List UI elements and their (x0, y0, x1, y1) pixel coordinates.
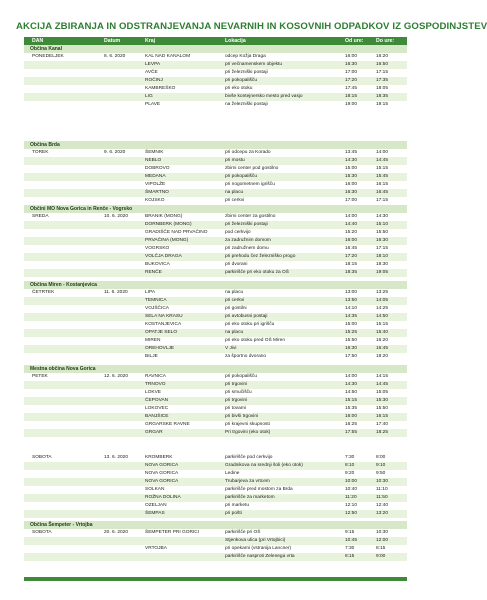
cell-from: 18:15 (345, 94, 358, 99)
cell-location: Trubarjeva za vrtcem (225, 479, 270, 484)
cell-to: 17:15 (376, 246, 389, 251)
header-day: DAN (32, 38, 44, 44)
cell-place: VRTOJBA (145, 546, 167, 551)
table-row (24, 345, 407, 353)
table-row (24, 149, 407, 157)
cell-to: 16:30 (376, 238, 389, 243)
cell-location: za zadružnim domom (225, 238, 271, 243)
cell-place: LEVPA (145, 62, 161, 67)
cell-from: 19:00 (345, 102, 358, 107)
cell-day: SOBOTA (32, 530, 52, 535)
cell-location: pri cerkvi (225, 198, 245, 203)
section-title: Mestna občina Nova Gorica (24, 365, 407, 373)
cell-location: pri večnamenskem objektu (225, 62, 283, 67)
cell-place: VIPOLŽE (145, 182, 166, 187)
table-row (24, 213, 407, 221)
cell-to: 18:10 (376, 254, 389, 259)
table-row (24, 157, 407, 165)
cell-from: 8:10 (345, 463, 355, 468)
cell-to: 19:05 (376, 270, 389, 275)
cell-place: TEMNICA (145, 298, 167, 303)
section-title: Občini MO Nova Gorica in Renče - Vogrsko (24, 205, 407, 213)
cell-place: BILJE (145, 354, 158, 359)
cell-place: ROŽNA DOLINA (145, 495, 181, 500)
cell-place: DOBROVO (145, 166, 170, 171)
cell-location: bivše kontejnersko mesto pred vasjo (225, 94, 303, 99)
table-row (24, 245, 407, 253)
cell-place: NOVA GORICA (145, 479, 179, 484)
cell-to: 16:45 (376, 346, 389, 351)
cell-place: ŠEMPAS (145, 511, 165, 516)
cell-to: 15:30 (376, 398, 389, 403)
cell-from: 16:00 (345, 182, 358, 187)
table-row (24, 373, 407, 381)
cell-to: 16:20 (376, 54, 389, 59)
cell-place: LOKOVEC (145, 406, 169, 411)
cell-to: 9:00 (376, 554, 386, 559)
cell-location: Ledine (225, 471, 240, 476)
cell-day: SREDA (32, 214, 49, 219)
cell-from: 15:35 (345, 406, 358, 411)
cell-to: 14:15 (376, 374, 389, 379)
cell-place: DORNBERK (MONG) (145, 222, 192, 227)
cell-to: 15:05 (376, 390, 389, 395)
cell-from: 9:20 (345, 471, 355, 476)
cell-location: pri pokopališču (225, 78, 257, 83)
cell-from: 15:25 (345, 330, 358, 335)
cell-date: 8. 6. 2020 (104, 54, 126, 59)
cell-place: BUKOVICA (145, 262, 170, 267)
table-row (24, 470, 407, 478)
table-row (24, 221, 407, 229)
cell-to: 14:25 (376, 306, 389, 311)
section-4 (24, 365, 407, 437)
cell-place: RAVNICA (145, 374, 166, 379)
cell-from: 15:50 (345, 338, 358, 343)
section-0 (24, 45, 407, 109)
table-row (24, 269, 407, 277)
cell-from: 13:00 (345, 290, 358, 295)
cell-location: Stjenkova ulica (pri Vrtojbici) (225, 538, 286, 543)
cell-to: 17:40 (376, 422, 389, 427)
cell-location: Gradnikova na srednji šoli (eko otok) (225, 463, 303, 468)
cell-to: 19:15 (376, 102, 389, 107)
cell-date: 11. 6. 2020 (104, 290, 128, 295)
cell-location: na placu (225, 330, 244, 335)
header-date: Datum (104, 38, 121, 44)
cell-location: zbirni center pod gostilno (225, 166, 279, 171)
cell-from: 16:00 (345, 54, 358, 59)
cell-place: SOLKAN (145, 487, 165, 492)
cell-place: RENČE (145, 270, 162, 275)
cell-location: pri smučišču (225, 390, 252, 395)
cell-to: 16:15 (376, 182, 389, 187)
cell-location: pri trgovini (225, 398, 248, 403)
table-row (24, 61, 407, 69)
cell-location: pod cerkvijo (225, 230, 251, 235)
cell-place: VOJŠČICA (145, 306, 169, 311)
cell-location: pri zadružnem domu (225, 246, 269, 251)
cell-to: 15:10 (376, 222, 389, 227)
cell-location: parkirišče pri OŠ (225, 530, 261, 535)
cell-location: parkirišče pred mostom za Brda (225, 487, 293, 492)
cell-to: 15:50 (376, 230, 389, 235)
cell-to: 14:50 (376, 314, 389, 319)
cell-day: ČETRTEK (32, 290, 55, 295)
cell-from: 16:25 (345, 422, 358, 427)
cell-to: 16:20 (376, 338, 389, 343)
cell-to: 18:05 (376, 86, 389, 91)
cell-place: GRGARSKE RAVNE (145, 422, 190, 427)
table-row (24, 413, 407, 421)
cell-date: 20. 6. 2020 (104, 530, 129, 535)
cell-to: 17:15 (376, 198, 389, 203)
table-row (24, 353, 407, 361)
cell-location: parkirišče nasproti Zelenega vrta (225, 554, 295, 559)
cell-place: SELA NA KRASU (145, 314, 183, 319)
cell-location: pri pošti (225, 511, 242, 516)
header-from: Od ure: (345, 38, 364, 44)
cell-place: ŠEMPETER PRI GORICI (145, 530, 200, 535)
cell-from: 17:50 (345, 354, 358, 359)
cell-location: V Jivi (225, 346, 237, 351)
cell-from: 17:20 (345, 78, 358, 83)
cell-to: 8:15 (376, 546, 386, 551)
cell-from: 14:00 (345, 214, 358, 219)
cell-date: 9. 6. 2020 (104, 150, 126, 155)
section-title: Občina Brda (24, 141, 407, 149)
cell-to: 15:40 (376, 330, 389, 335)
cell-from: 18:35 (345, 270, 358, 275)
cell-from: 17:00 (345, 70, 358, 75)
section-6 (24, 521, 407, 561)
cell-from: 7:30 (345, 455, 355, 460)
cell-to: 18:20 (376, 354, 389, 359)
cell-place: TRNOVO (145, 382, 166, 387)
table-row (24, 305, 407, 313)
cell-to: 16:45 (376, 190, 389, 195)
cell-from: 10:45 (345, 538, 358, 543)
cell-from: 12:50 (345, 511, 358, 516)
table-row (24, 553, 407, 561)
cell-place: ŠEMNIK (145, 150, 164, 155)
table-row (24, 229, 407, 237)
cell-from: 15:30 (345, 174, 358, 179)
cell-location: na placu (225, 290, 244, 295)
section-title: Občina Šempeter - Vrtojba (24, 521, 407, 529)
cell-to: 18:35 (376, 94, 389, 99)
cell-place: OZELJAN (145, 503, 167, 508)
cell-to: 11:50 (376, 495, 388, 500)
cell-day: SOBOTA (32, 455, 52, 460)
cell-to: 9:10 (376, 463, 386, 468)
table-row (24, 69, 407, 77)
section-5 (24, 446, 407, 518)
header-place: Kraj (145, 38, 156, 44)
table-row (24, 405, 407, 413)
cell-date: 10. 6. 2020 (104, 214, 129, 219)
cell-date: 12. 6. 2020 (104, 374, 129, 379)
table-row (24, 297, 407, 305)
table-row (24, 165, 407, 173)
cell-to: 15:50 (376, 406, 389, 411)
cell-place: KOSTANJEVICA (145, 322, 182, 327)
cell-to: 14:45 (376, 382, 389, 387)
cell-location: pri gostilni (225, 306, 247, 311)
cell-location: pri krajevni skupnosti (225, 422, 270, 427)
table-row (24, 253, 407, 261)
cell-day: TOREK (32, 150, 49, 155)
cell-from: 14:40 (345, 222, 358, 227)
cell-place: LOKVE (145, 390, 161, 395)
cell-location: pri nogometnem igrišču (225, 182, 275, 187)
section-title: Občina Miren - Kostanjevica (24, 281, 407, 289)
table-row (24, 189, 407, 197)
cell-location: zbirni center za gostilno (225, 214, 276, 219)
cell-location: pri pokopališču (225, 174, 257, 179)
cell-location: pri prehodu čez železniško progo (225, 254, 296, 259)
cell-to: 15:15 (376, 166, 389, 171)
cell-day: PONEDELJEK (32, 54, 64, 59)
cell-to: 11:10 (376, 487, 388, 492)
cell-place: KOJSKO (145, 198, 165, 203)
table-row (24, 101, 407, 109)
cell-from: 18:15 (345, 262, 358, 267)
cell-location: pri eko otoku pri igrišču (225, 322, 275, 327)
cell-from: 16:30 (345, 346, 358, 351)
cell-from: 16:45 (345, 246, 358, 251)
cell-from: 17:45 (345, 86, 358, 91)
cell-location: pri opekarni (vstranija Lancner) (225, 546, 292, 551)
cell-from: 16:30 (345, 62, 358, 67)
section-3 (24, 281, 407, 361)
table-row (24, 93, 407, 101)
table-row (24, 85, 407, 93)
cell-from: 14:50 (345, 390, 358, 395)
table-row (24, 429, 407, 437)
cell-to: 14:30 (376, 214, 389, 219)
cell-to: 14:45 (376, 158, 389, 163)
cell-to: 18:30 (376, 262, 389, 267)
cell-place: GRGAR (145, 430, 163, 435)
cell-location: pri bivši trgovini (225, 414, 259, 419)
cell-from: 13:50 (345, 298, 358, 303)
cell-from: 14:35 (345, 314, 358, 319)
cell-place: NOVA GORICA (145, 471, 179, 476)
cell-place: BRANIK (MONG) (145, 214, 183, 219)
cell-from: 17:20 (345, 254, 358, 259)
cell-location: pri odcepu za Korado (225, 150, 271, 155)
cell-from: 14:30 (345, 382, 358, 387)
cell-to: 16:50 (376, 62, 389, 67)
table-row (24, 237, 407, 245)
table-row (24, 181, 407, 189)
cell-location: parkirišče pri eko otoku za OŠ (225, 270, 289, 275)
page-title: AKCIJA ZBIRANJA IN ODSTRANJEVANJA NEVARNIH IN KOSOVNIH ODPADKOV IZ GOSPODINJSTEV (16, 21, 487, 32)
cell-to: 15:15 (376, 322, 389, 327)
cell-from: 8:15 (345, 554, 355, 559)
table-row (24, 53, 407, 61)
cell-place: LIPA (145, 290, 156, 295)
cell-to: 13:25 (376, 290, 389, 295)
cell-place: NOVA GORICA (145, 463, 179, 468)
bottom-bar (24, 577, 407, 581)
table-row (24, 77, 407, 85)
cell-place: NEBLO (145, 158, 162, 163)
cell-place: VOGRSKO (145, 246, 170, 251)
cell-from: 15:15 (345, 398, 358, 403)
table-row (24, 313, 407, 321)
cell-from: 16:30 (345, 190, 358, 195)
cell-location: pri tovarni (225, 406, 247, 411)
cell-to: 18:25 (376, 430, 389, 435)
cell-place: AVČE (145, 70, 158, 75)
cell-location: pri železniški postaji (225, 222, 268, 227)
cell-to: 10:30 (376, 479, 389, 484)
cell-from: 10:00 (345, 479, 358, 484)
cell-from: 14:10 (345, 306, 358, 311)
cell-from: 15:00 (345, 322, 358, 327)
cell-location: pri marketu (225, 503, 249, 508)
cell-from: 14:30 (345, 158, 358, 163)
cell-to: 10:30 (376, 530, 389, 535)
section-title: Občina Kanal (24, 45, 407, 53)
table-row (24, 261, 407, 269)
cell-date: 13. 6. 2020 (104, 455, 129, 460)
cell-location: pri eko otoku (225, 86, 253, 91)
cell-from: 12:10 (345, 503, 358, 508)
table-row (24, 381, 407, 389)
table-row (24, 397, 407, 405)
table-row (24, 454, 407, 462)
section-1 (24, 141, 407, 213)
table-row (24, 529, 407, 537)
cell-location: pri mostu (225, 158, 245, 163)
cell-from: 17:00 (345, 198, 358, 203)
cell-from: 14:00 (345, 374, 358, 379)
cell-place: GRADIŠČE NAD PRVAČINO (145, 230, 208, 235)
table-row (24, 502, 407, 510)
cell-place: OPATJE SELO (145, 330, 178, 335)
cell-place: KAMBREŠKO (145, 86, 176, 91)
table-row (24, 545, 407, 553)
cell-to: 8:00 (376, 455, 386, 460)
cell-location: pri eko otoku pred OŠ Miren (225, 338, 285, 343)
cell-location: za športno dvorano (225, 354, 267, 359)
cell-location: na železniški postaji (225, 102, 268, 107)
cell-location: parkirišče pod cerkvijo (225, 455, 273, 460)
cell-to: 14:00 (376, 150, 389, 155)
cell-place: MIREN (145, 338, 161, 343)
cell-location: pri cerkvi (225, 298, 245, 303)
cell-from: 7:30 (345, 546, 355, 551)
cell-from: 10:40 (345, 487, 358, 492)
cell-place: KROMBERK (145, 455, 173, 460)
table-row (24, 510, 407, 518)
section-2 (24, 205, 407, 277)
cell-from: 13:45 (345, 150, 358, 155)
cell-location: pri dvorani (225, 262, 248, 267)
cell-to: 9:50 (376, 471, 386, 476)
cell-to: 17:35 (376, 78, 389, 83)
table-row (24, 197, 407, 205)
cell-place: ČEPOVAN (145, 398, 169, 403)
cell-to: 15:45 (376, 174, 389, 179)
cell-from: 16:00 (345, 238, 358, 243)
cell-from: 16:00 (345, 414, 358, 419)
cell-location: na placu (225, 190, 244, 195)
header-location: Lokacija (225, 38, 246, 44)
cell-day: PETEK (32, 374, 48, 379)
cell-to: 12:40 (376, 503, 389, 508)
cell-place: MEDANA (145, 174, 166, 179)
cell-location: odcep Kožja Draga (225, 54, 266, 59)
cell-location: Pri trgovini (eko otok) (225, 430, 271, 435)
cell-location: pri pokopališču (225, 374, 257, 379)
cell-location: pri železniški postaji (225, 70, 268, 75)
cell-from: 9:15 (345, 530, 355, 535)
table-row (24, 478, 407, 486)
cell-place: LIG (145, 94, 153, 99)
cell-from: 11:20 (345, 495, 357, 500)
cell-location: parkirišče za marketom (225, 495, 275, 500)
cell-from: 15:20 (345, 230, 358, 235)
cell-location: pri trgovini (225, 382, 248, 387)
table-row (24, 321, 407, 329)
table-row (24, 462, 407, 470)
cell-place: ROČINJ (145, 78, 163, 83)
cell-place: BANJŠICE (145, 414, 169, 419)
table-row (24, 337, 407, 345)
cell-place: KAL NAD KANALOM (145, 54, 191, 59)
table-header (24, 37, 407, 45)
header-to: Do ure: (376, 38, 395, 44)
cell-place: ŠMARTNO (145, 190, 169, 195)
cell-location: pri avtobusni postaji (225, 314, 268, 319)
cell-to: 14:05 (376, 298, 389, 303)
cell-place: OREHOVLJE (145, 346, 175, 351)
table-row (24, 486, 407, 494)
cell-from: 15:00 (345, 166, 358, 171)
cell-place: PRVAČINA (MONG) (145, 238, 189, 243)
table-row (24, 173, 407, 181)
table-row (24, 421, 407, 429)
table-row (24, 494, 407, 502)
cell-to: 17:15 (376, 70, 389, 75)
cell-to: 12:00 (376, 538, 389, 543)
table-row (24, 537, 407, 545)
cell-to: 13:20 (376, 511, 389, 516)
cell-to: 16:15 (376, 414, 389, 419)
cell-place: VOLČJA DRAGA (145, 254, 182, 259)
cell-place: PLAVE (145, 102, 161, 107)
table-row (24, 329, 407, 337)
table-row (24, 389, 407, 397)
table-row (24, 289, 407, 297)
cell-from: 17:55 (345, 430, 358, 435)
